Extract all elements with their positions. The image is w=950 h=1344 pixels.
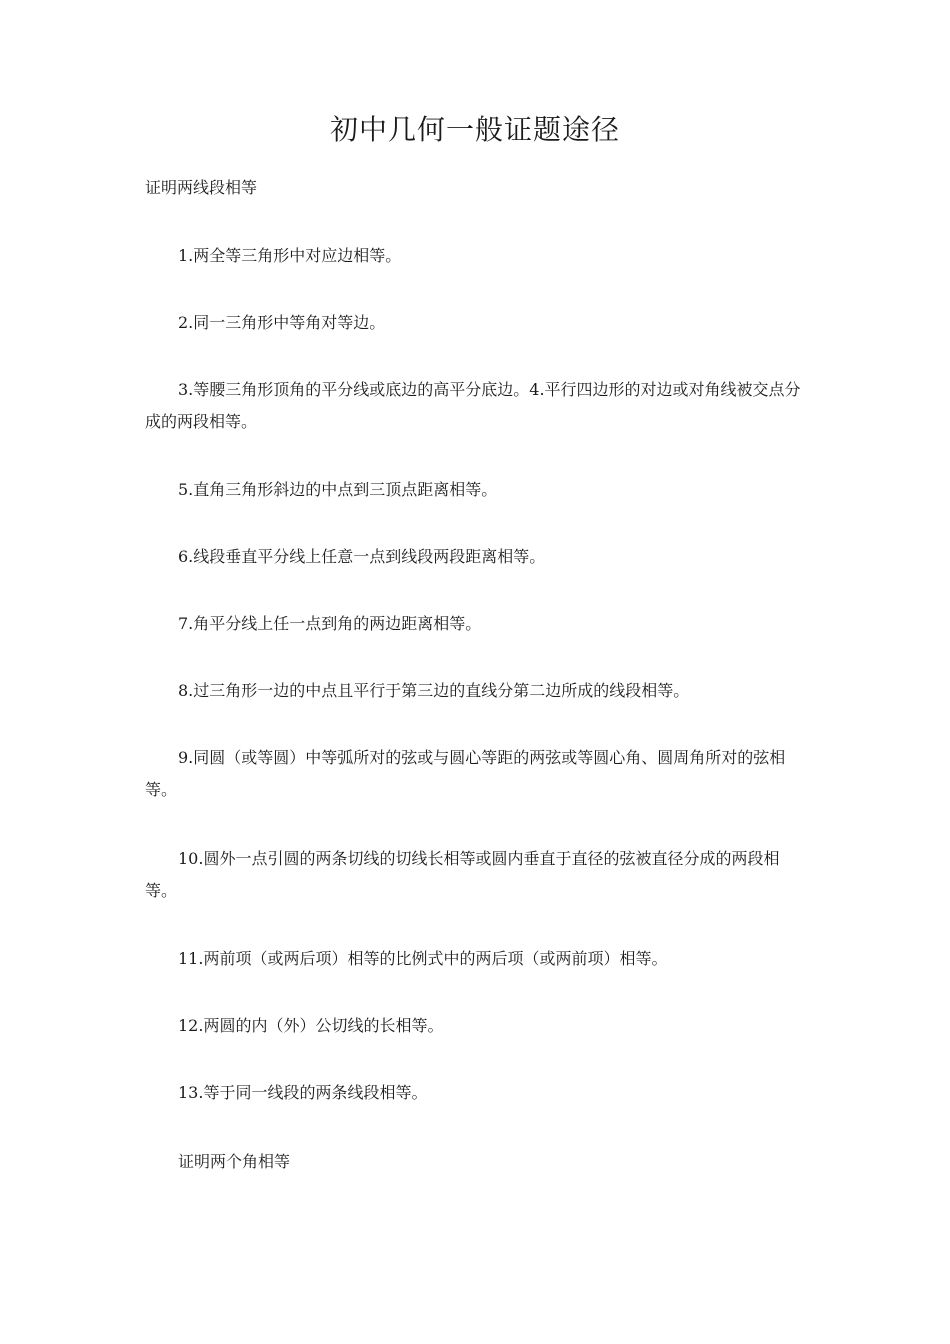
list-item: 9.同圆（或等圆）中等弧所对的弦或与圆心等距的两弦或等圆心角、圆周角所对的弦相等。 [145, 748, 786, 799]
document-title: 初中几何一般证题途径 [329, 113, 620, 146]
list-item: 7.角平分线上任一点到角的两边距离相等。 [178, 614, 482, 633]
list-item: 1.两全等三角形中对应边相等。 [178, 246, 402, 265]
list-item: 8.过三角形一边的中点且平行于第三边的直线分第二边所成的线段相等。 [178, 681, 690, 700]
list-item: 2.同一三角形中等角对等边。 [178, 313, 386, 332]
list-item: 12.两圆的内（外）公切线的长相等。 [178, 1016, 444, 1035]
section-heading-equal-segments: 证明两线段相等 [145, 178, 258, 197]
list-item: 10.圆外一点引圆的两条切线的切线长相等或圆内垂直于直径的弦被直径分成的两段相等。 [145, 849, 780, 900]
list-item: 13.等于同一线段的两条线段相等。 [178, 1083, 428, 1102]
list-item: 6.线段垂直平分线上任意一点到线段两段距离相等。 [178, 547, 546, 566]
list-item: 3.等腰三角形顶角的平分线或底边的高平分底边。4.平行四边形的对边或对角线被交点分成的两段相等。 [145, 380, 801, 431]
list-item: 11.两前项（或两后项）相等的比例式中的两后项（或两前项）相等。 [178, 949, 668, 968]
section-heading-equal-angles: 证明两个角相等 [178, 1152, 291, 1171]
list-item: 5.直角三角形斜边的中点到三顶点距离相等。 [178, 480, 498, 499]
